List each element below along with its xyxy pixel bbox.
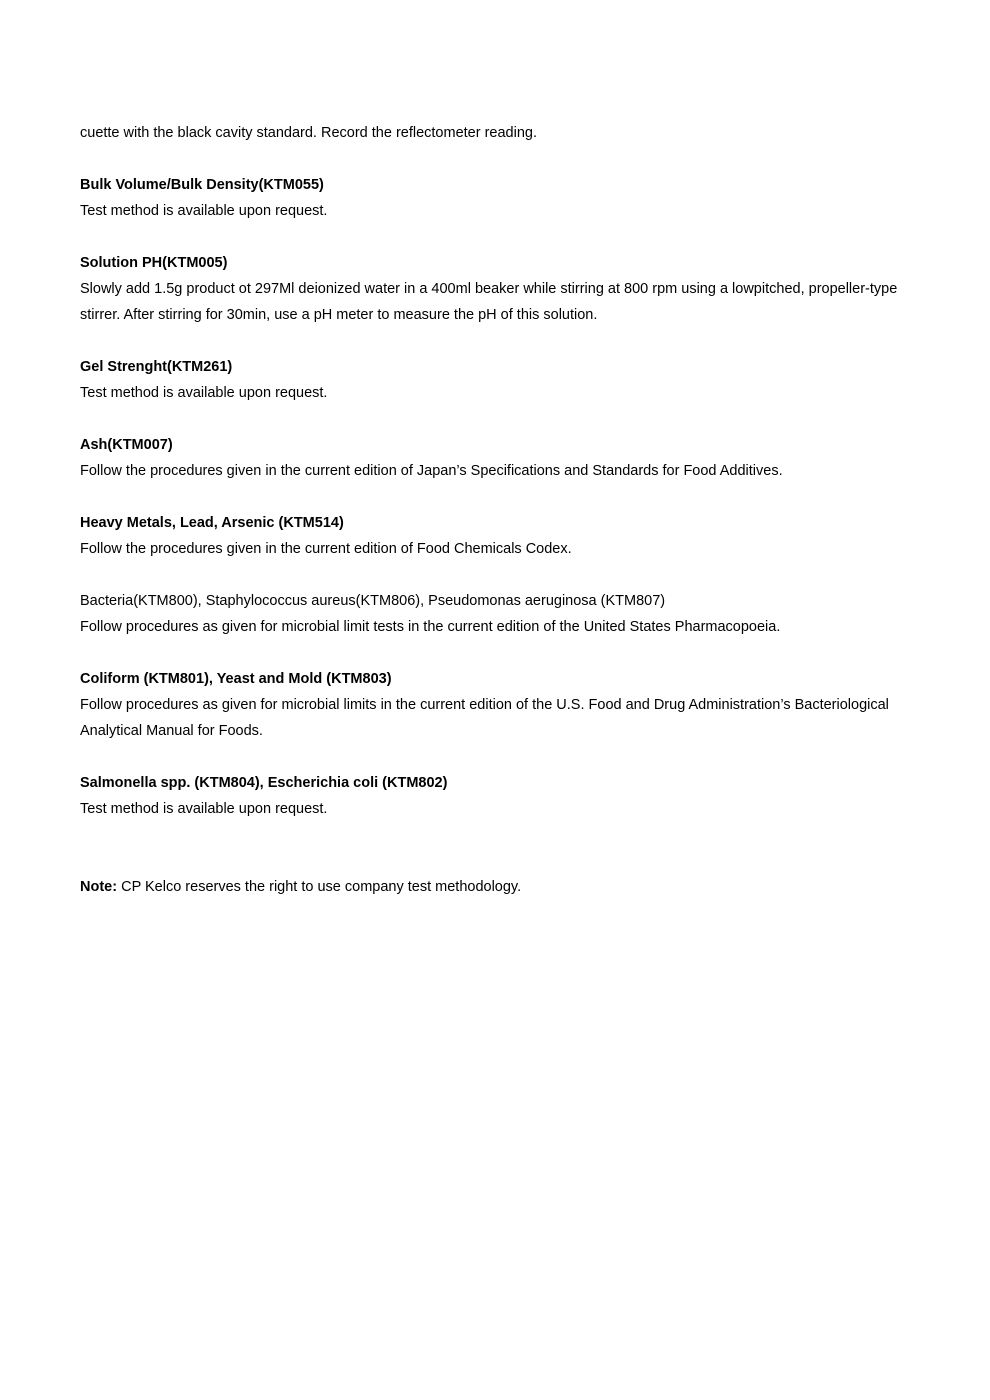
spacer [80,406,920,432]
spacer [80,224,920,250]
section-heading-bulk-density: Bulk Volume/Bulk Density(KTM055) [80,177,324,193]
spacer [80,328,920,354]
section-text-coliform-2: Analytical Manual for Foods. [80,723,263,739]
section-text-solution-ph-2: stirrer. After stirring for 30min, use a pH meter to measure the pH of this solution. [80,307,598,323]
spacer [80,562,920,588]
section-text-bulk-density: Test method is available upon request. [80,203,328,219]
document-page [80,120,920,900]
section-heading-coliform: Coliform (KTM801), Yeast and Mold (KTM803) [80,671,392,687]
section-heading-ash: Ash(KTM007) [80,437,173,453]
section-heading-bacteria: Bacteria(KTM800), Staphylococcus aureus(KTM806), Pseudomonas aeruginosa (KTM807) [80,593,666,609]
spacer [80,484,920,510]
spacer [80,640,920,666]
note-text: CP Kelco reserves the right to use company test methodology. [117,879,522,895]
spacer [80,744,920,770]
section-text-coliform-1: Follow procedures as given for microbial limits in the current edition of the U.S. Food and Drug Administration’s Bacteriological [80,697,889,713]
section-text-ash: Follow the procedures given in the current edition of Japan’s Specifications and Standards for Food Additives. [80,463,783,479]
note-label: Note: [80,879,118,895]
spacer [80,146,920,172]
section-text-gel-strength: Test method is available upon request. [80,385,328,401]
section-heading-solution-ph: Solution PH(KTM005) [80,255,228,271]
intro-text: cuette with the black cavity standard. Record the reflectometer reading. [80,125,537,141]
section-heading-heavy-metals: Heavy Metals, Lead, Arsenic (KTM514) [80,515,344,531]
note-paragraph [80,874,920,900]
section-heading-salmonella: Salmonella spp. (KTM804), Escherichia coli (KTM802) [80,775,448,791]
section-text-solution-ph-1: Slowly add 1.5g product ot 297Ml deionized water in a 400ml beaker while stirring at 800 rpm using a lowpitched, propeller-type [80,281,898,297]
section-text-heavy-metals: Follow the procedures given in the current edition of Food Chemicals Codex. [80,541,572,557]
spacer [80,822,920,874]
section-text-bacteria: Follow procedures as given for microbial limit tests in the current edition of the United States Pharmacopoeia. [80,619,781,635]
section-heading-gel-strength: Gel Strenght(KTM261) [80,359,233,375]
section-text-salmonella: Test method is available upon request. [80,801,328,817]
